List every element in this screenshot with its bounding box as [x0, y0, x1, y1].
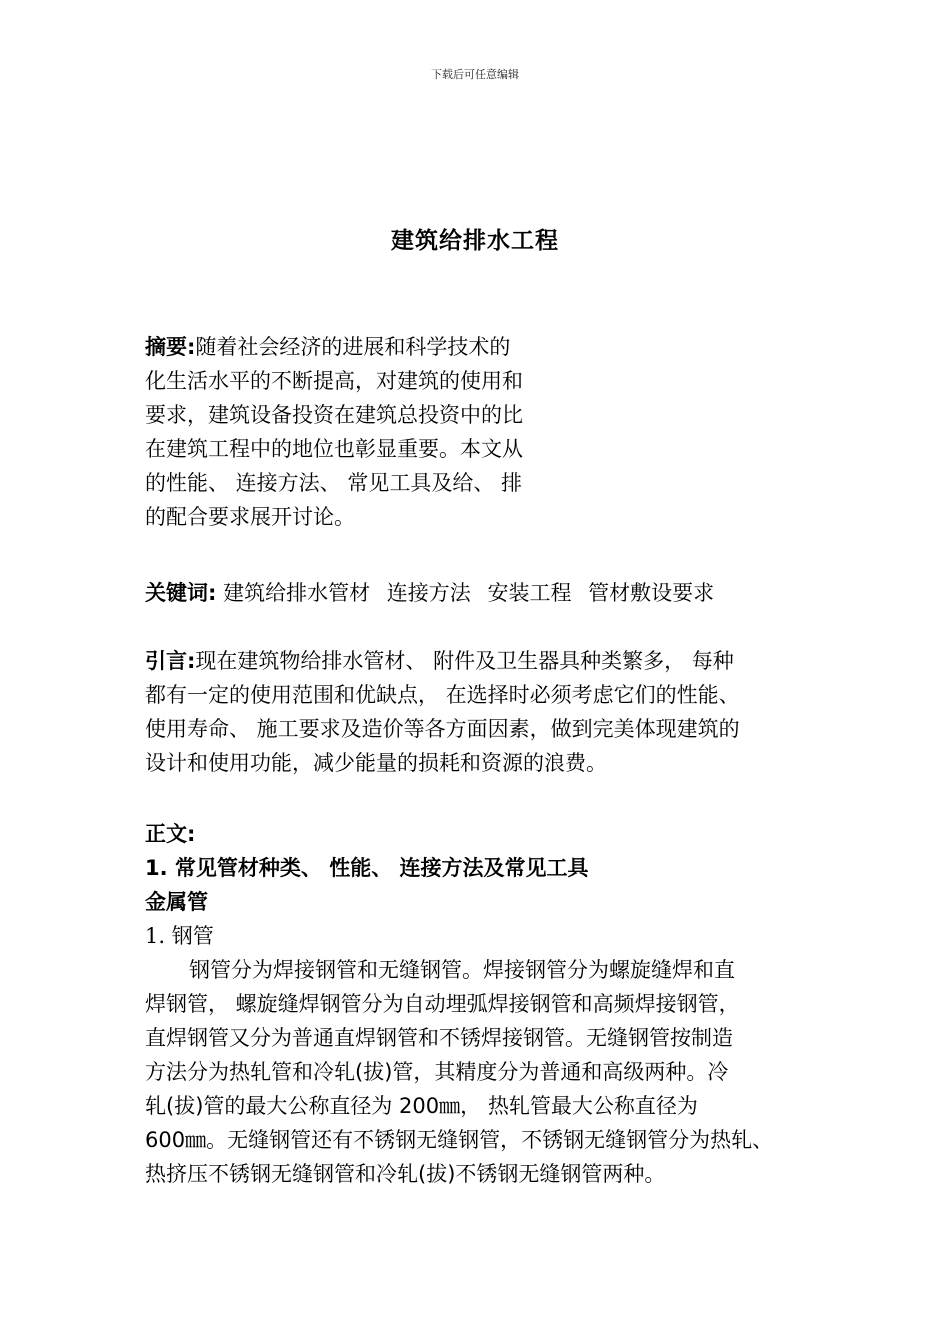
intro-label: 引言:	[145, 649, 196, 673]
document-title: 建筑给排水工程	[391, 228, 559, 254]
paragraph-line: 直焊钢管又分为普通直焊钢管和不锈焊接钢管。无缝钢管按制造	[145, 1026, 733, 1050]
paragraph-line: 600㎜。无缝钢管还有不锈钢无缝钢管，不锈钢无缝钢管分为热轧、	[145, 1128, 774, 1152]
keyword-item: 安装工程	[487, 581, 572, 605]
keyword-item: 管材敷设要求	[588, 581, 715, 605]
abstract-label: 摘要:	[145, 335, 196, 359]
abstract-line: 随着社会经济的进展和科学技术的	[195, 335, 511, 359]
paragraph-line: 方法分为热轧管和冷轧(拔)管，其精度分为普通和高级两种。冷	[145, 1060, 729, 1084]
keyword-item: 建筑给排水管材	[223, 581, 371, 605]
body-paragraph	[145, 953, 825, 1191]
abstract-line: 化生活水平的不断提高，对建筑的使用和	[145, 369, 523, 393]
page-header-note: 下载后可任意编辑	[431, 68, 519, 81]
intro-line: 都有一定的使用范围和优缺点， 在选择时必须考虑它们的性能、	[145, 683, 740, 707]
body-label: 正文:	[145, 822, 196, 846]
keyword-item: 连接方法	[386, 581, 471, 605]
intro-section	[145, 644, 810, 780]
intro-line: 设计和使用功能，减少能量的损耗和资源的浪费。	[145, 751, 607, 775]
keywords-section	[145, 576, 845, 610]
subheading: 金属管	[145, 890, 208, 914]
paragraph-line: 热挤压不锈钢无缝钢管和冷轧(拔)不锈钢无缝钢管两种。	[145, 1162, 666, 1186]
section-heading: 1. 常见管材种类、 性能、 连接方法及常见工具	[145, 856, 589, 880]
item-heading: 1. 钢管	[145, 924, 214, 948]
keywords-label: 关键词:	[145, 581, 217, 605]
abstract-section	[145, 330, 557, 535]
intro-line: 现在建筑物给排水管材、 附件及卫生器具种类繁多， 每种	[195, 649, 734, 673]
abstract-line: 的性能、 连接方法、 常见工具及给、 排	[145, 471, 523, 495]
paragraph-line: 钢管分为焊接钢管和无缝钢管。焊接钢管分为螺旋缝焊和直	[189, 958, 735, 982]
paragraph-line: 轧(拔)管的最大公称直径为 200㎜， 热轧管最大公称直径为	[145, 1094, 698, 1118]
abstract-line: 要求，建筑设备投资在建筑总投资中的比	[145, 403, 523, 427]
intro-line: 使用寿命、 施工要求及造价等各方面因素，做到完美体现建筑的	[145, 717, 740, 741]
abstract-line: 在建筑工程中的地位也彰显重要。本文从	[145, 437, 523, 461]
paragraph-line: 焊钢管， 螺旋缝焊钢管分为自动埋弧焊接钢管和高频焊接钢管，	[145, 992, 740, 1016]
abstract-line: 的配合要求展开讨论。	[145, 505, 355, 529]
body-section	[145, 817, 825, 1191]
